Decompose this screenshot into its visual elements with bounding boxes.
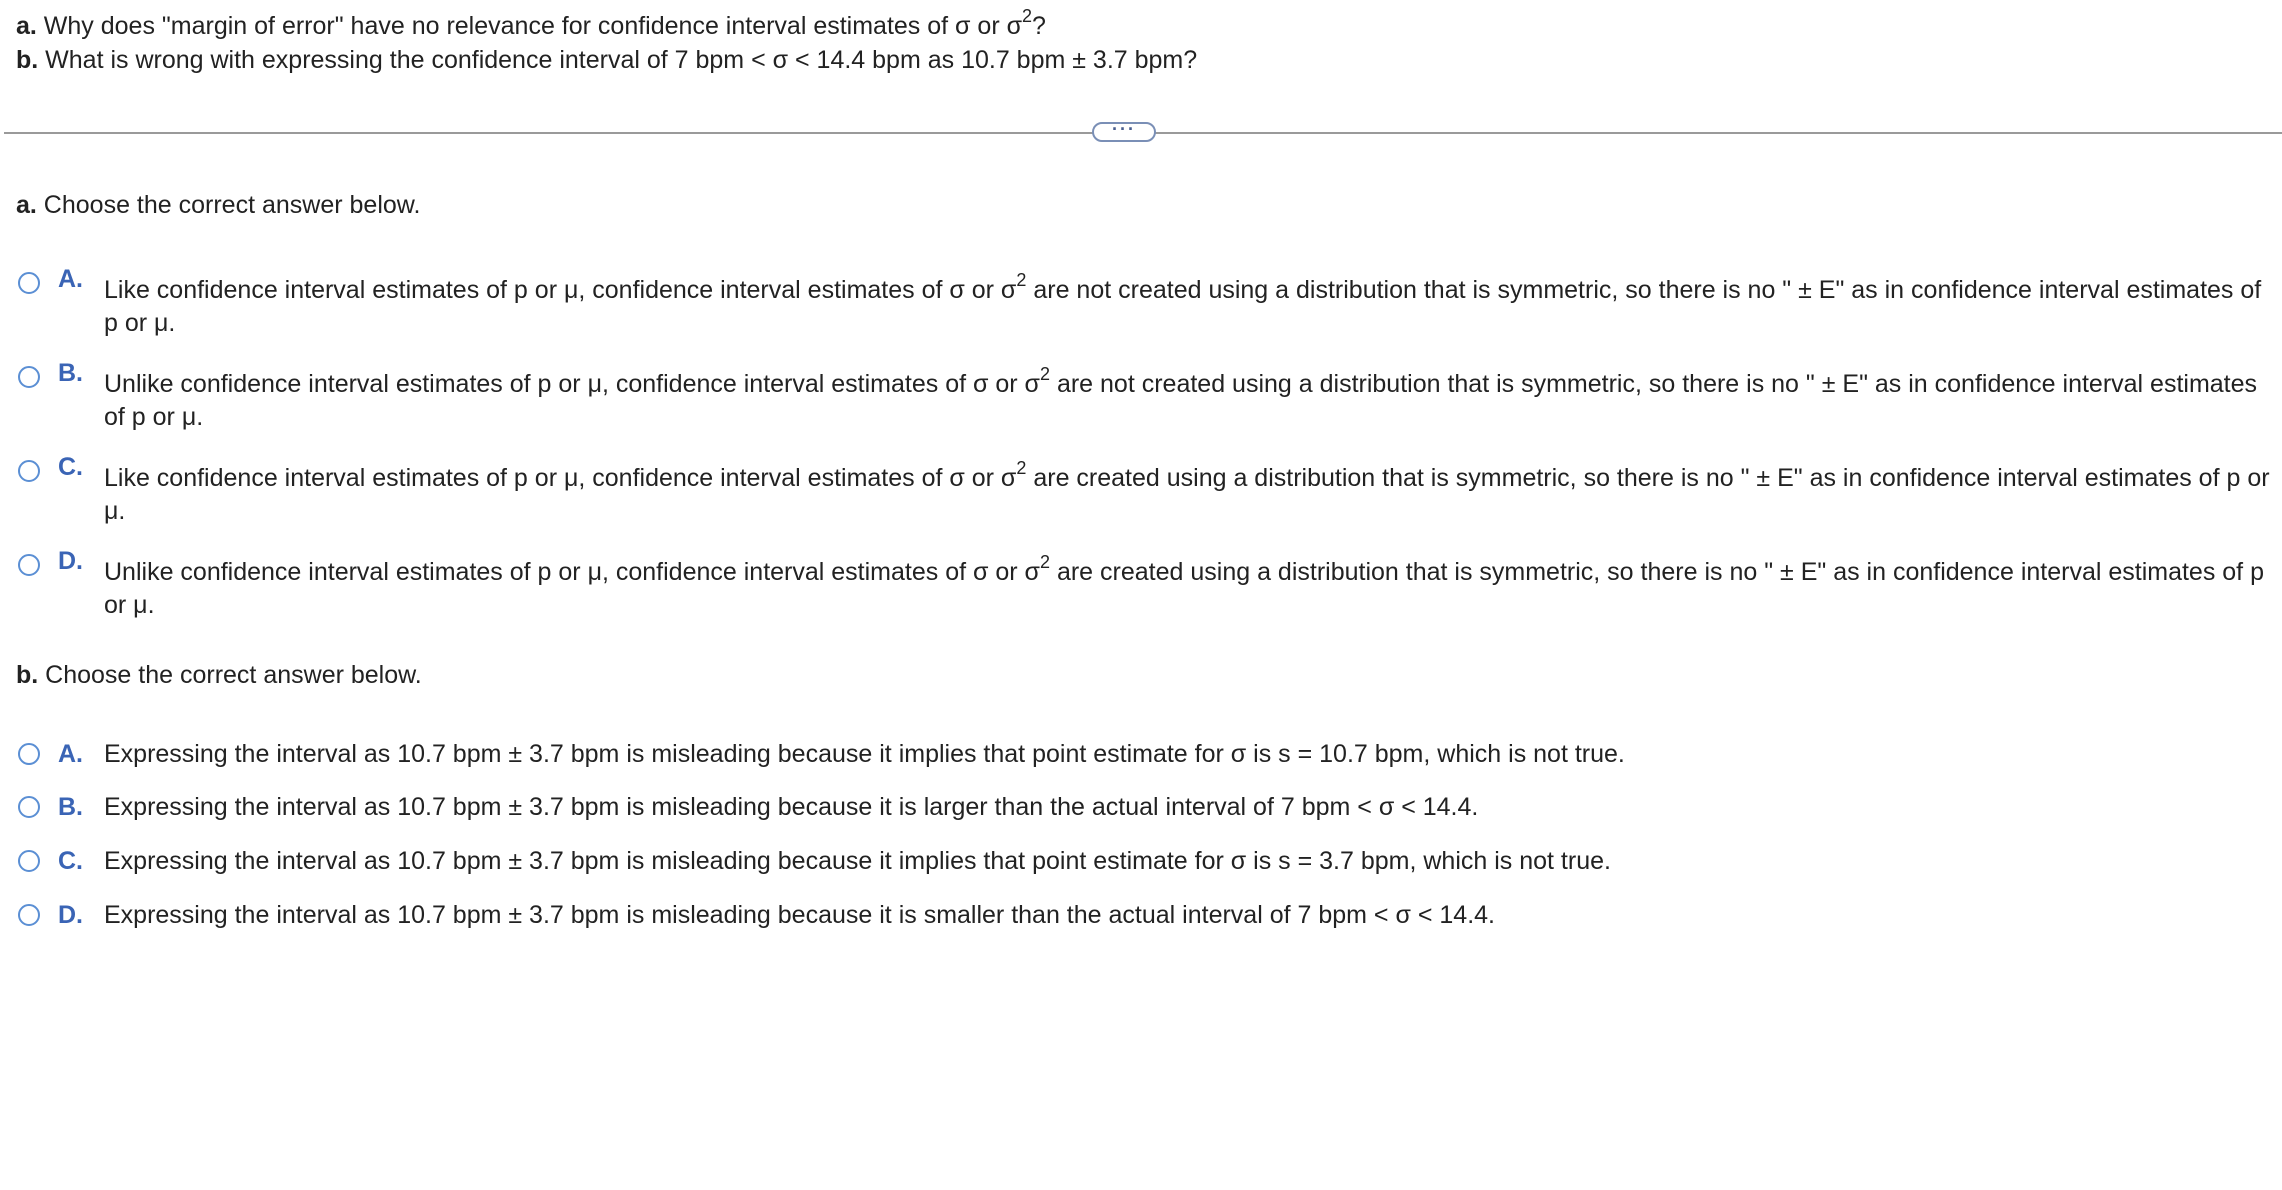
part-a-option-c[interactable] xyxy=(18,450,2278,525)
question-a-label: a. xyxy=(16,12,37,40)
option-text xyxy=(104,457,2278,528)
part-b-prompt xyxy=(16,660,422,690)
part-a-prompt-text: Choose the correct answer below. xyxy=(36,191,421,219)
option-superscript: 2 xyxy=(1016,457,1027,478)
option-superscript: 2 xyxy=(1039,363,1050,384)
option-letter: C. xyxy=(58,847,83,875)
option-text-pre: Like confidence interval estimates of p or μ, confidence interval estimates of σ or σ xyxy=(104,276,1017,304)
part-b-option-d[interactable] xyxy=(18,900,2278,932)
part-b-prompt-text: Choose the correct answer below. xyxy=(38,661,422,689)
option-text-pre: Unlike confidence interval estimates of p or μ, confidence interval estimates of σ or σ xyxy=(104,370,1040,398)
option-text: Expressing the interval as 10.7 bpm ± 3.7 bpm is misleading because it implies that point estimate for σ is s = 10.7 bpm, which is not true. xyxy=(104,740,1625,768)
part-b-option-b[interactable] xyxy=(18,792,2278,824)
option-text xyxy=(104,269,2278,340)
radio-button[interactable] xyxy=(18,366,40,388)
option-letter: C. xyxy=(58,453,83,481)
part-b-option-c[interactable] xyxy=(18,846,2278,878)
option-letter: D. xyxy=(58,547,83,575)
option-text-post: are created using a distribution that is symmetric, so there is no " ± E" as in confidence interval estimates of p or μ. xyxy=(104,558,2264,619)
radio-button[interactable] xyxy=(18,796,40,818)
option-superscript: 2 xyxy=(1016,269,1027,290)
option-text-post: are not created using a distribution that is symmetric, so there is no " ± E" as in confidence interval estimates of p or μ. xyxy=(104,370,2258,431)
part-b-option-a[interactable] xyxy=(18,739,2278,771)
option-text-post: are created using a distribution that is symmetric, so there is no " ± E" as in confidence interval estimates of p or μ. xyxy=(104,464,2270,525)
option-text: Expressing the interval as 10.7 bpm ± 3.7 bpm is misleading because it is larger than the actual interval of 7 bpm < σ < 14.4. xyxy=(104,793,1479,821)
part-a-option-d[interactable] xyxy=(18,544,2278,619)
radio-button[interactable] xyxy=(18,743,40,765)
option-text-pre: Unlike confidence interval estimates of p or μ, confidence interval estimates of σ or σ xyxy=(104,558,1040,586)
part-a-label: a. xyxy=(16,191,37,219)
radio-button[interactable] xyxy=(18,904,40,926)
question-a-text: Why does "margin of error" have no relevance for confidence interval estimates of σ or σ xyxy=(36,12,1023,40)
option-letter: B. xyxy=(58,359,83,387)
option-letter: A. xyxy=(58,740,83,768)
part-a-option-a[interactable] xyxy=(18,262,2278,337)
option-letter: A. xyxy=(58,265,83,293)
radio-button[interactable] xyxy=(18,850,40,872)
option-letter: B. xyxy=(58,793,83,821)
question-part-a xyxy=(16,5,1046,42)
radio-button[interactable] xyxy=(18,272,40,294)
option-text xyxy=(104,363,2278,434)
option-letter: D. xyxy=(58,901,83,929)
question-part-b xyxy=(16,44,1197,76)
option-text-post: are not created using a distribution that is symmetric, so there is no " ± E" as in confidence interval estimates of p or μ. xyxy=(104,276,2262,337)
option-superscript: 2 xyxy=(1039,551,1050,572)
question-a-superscript: 2 xyxy=(1022,5,1033,26)
option-text: Expressing the interval as 10.7 bpm ± 3.7 bpm is misleading because it implies that point estimate for σ is s = 3.7 bpm, which is not true. xyxy=(104,847,1611,875)
question-b-label: b. xyxy=(16,46,39,74)
part-a-prompt xyxy=(16,190,420,220)
option-text: Expressing the interval as 10.7 bpm ± 3.7 bpm is misleading because it is smaller than the actual interval of 7 bpm < σ < 14.4. xyxy=(104,901,1495,929)
option-text-pre: Like confidence interval estimates of p or μ, confidence interval estimates of σ or σ xyxy=(104,464,1017,492)
radio-button[interactable] xyxy=(18,460,40,482)
question-b-text: What is wrong with expressing the confidence interval of 7 bpm < σ < 14.4 bpm as 10.7 bpm ± 3.7 bpm? xyxy=(38,46,1198,74)
option-text xyxy=(104,551,2278,622)
part-b-label: b. xyxy=(16,661,39,689)
radio-button[interactable] xyxy=(18,554,40,576)
expand-more-button[interactable]: ··· xyxy=(1092,122,1156,142)
part-a-option-b[interactable] xyxy=(18,356,2278,431)
question-a-end: ? xyxy=(1032,12,1046,40)
